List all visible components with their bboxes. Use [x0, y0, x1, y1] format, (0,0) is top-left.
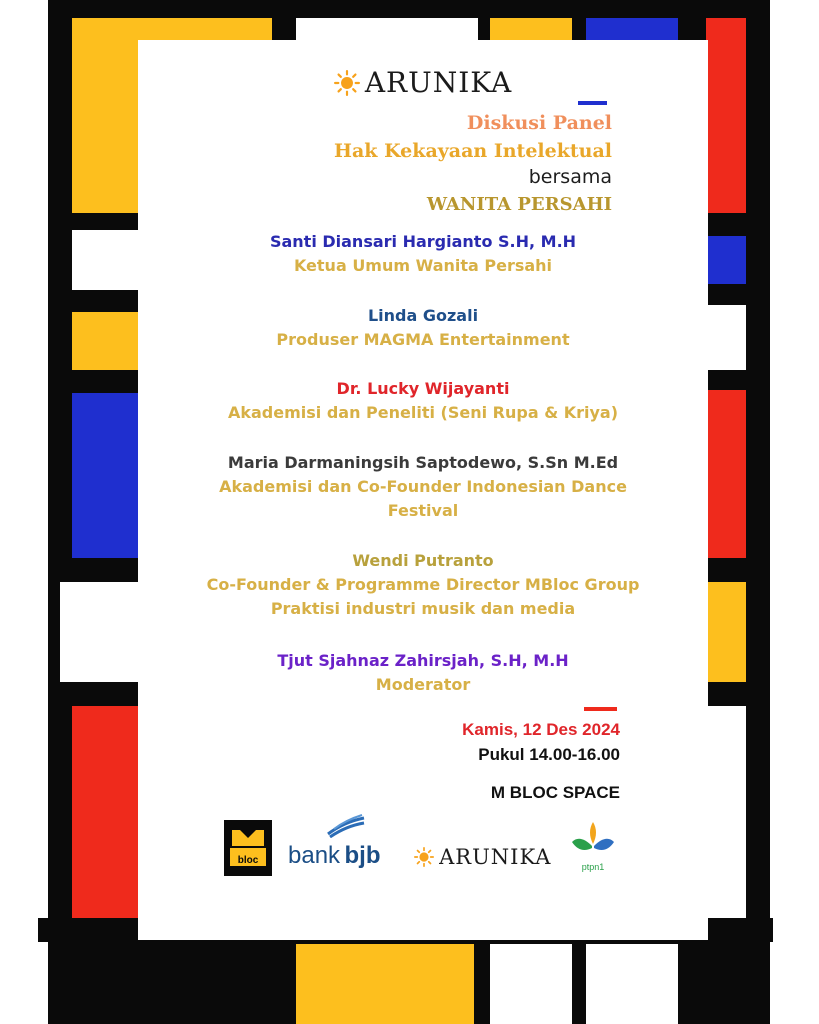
mbloc-label: bloc: [237, 855, 259, 866]
arunika-sponsor-name: ARUNIKA: [439, 845, 552, 869]
ptpn-label: ptpn1: [581, 862, 605, 872]
bank-bjb-logo: [288, 814, 403, 878]
red-accent-bar: [584, 707, 617, 711]
brand-header: [138, 66, 708, 102]
schedule-block: [462, 717, 620, 805]
event-date: Kamis, 12 Des 2024: [462, 720, 620, 739]
title-bersama: bersama: [528, 166, 612, 188]
title-diskusi: Diskusi Panel: [466, 112, 612, 134]
brand-name: ARUNIKA: [364, 66, 513, 99]
white-block-left-1: [72, 230, 138, 290]
bjb-bank-text: bank: [288, 842, 341, 869]
speaker-name: Maria Darmaningsih Saptodewo, S.Sn M.Ed: [227, 453, 619, 472]
title-hki: Hak Kekayaan Intelektual: [334, 140, 612, 162]
bjb-name-text: bjb: [344, 842, 381, 869]
speaker-role: Akademisi dan Co-Founder Indonesian Dance: [219, 477, 627, 496]
speaker-5: [138, 549, 708, 621]
white-block-right-bottom: [708, 706, 746, 918]
speaker-role: Co-Founder & Programme Director MBloc Group: [206, 575, 640, 594]
sun-icon: [334, 70, 360, 96]
speaker-role: Moderator: [375, 675, 471, 694]
yellow-block-right: [708, 582, 746, 682]
bjb-wordmark: [288, 842, 381, 870]
mbloc-logo-plate: [230, 848, 266, 866]
yellow-block-bottom: [296, 944, 474, 1024]
speaker-name: Wendi Putranto: [352, 551, 494, 570]
mbloc-logo: [224, 820, 272, 876]
speaker-6: [138, 649, 708, 697]
blue-block-top: [586, 18, 678, 40]
speaker-role: Akademisi dan Peneliti (Seni Rupa & Kriya): [227, 403, 619, 422]
white-block-left-3: [60, 582, 138, 682]
speaker-1: [138, 230, 708, 278]
speaker-name: Dr. Lucky Wijayanti: [336, 379, 510, 398]
speaker-3: [138, 377, 708, 425]
event-time: Pukul 14.00-16.00: [478, 745, 620, 764]
ptpn-logo: [568, 818, 618, 878]
bjb-swoosh-icon: [326, 814, 366, 838]
arunika-sponsor-logo: [414, 845, 551, 869]
white-block-top: [296, 18, 478, 40]
speaker-2: [138, 304, 708, 352]
white-block-right-1: [708, 305, 746, 370]
ptpn-leaf-icon: [568, 818, 618, 862]
speaker-name: Santi Diansari Hargianto S.H, M.H: [269, 232, 577, 251]
event-venue: M BLOC SPACE: [490, 783, 620, 802]
speaker-role: Ketua Umum Wanita Persahi: [293, 256, 553, 275]
mbloc-m-icon: [230, 826, 266, 848]
mbloc-logo-mark: [230, 826, 266, 848]
red-block-top-right: [706, 18, 746, 213]
sun-icon: [414, 847, 434, 867]
event-title: [334, 110, 612, 218]
speaker-role: Produser MAGMA Entertainment: [276, 330, 570, 349]
red-block-left-bottom: [72, 706, 138, 918]
speaker-name: Tjut Sjahnaz Zahirsjah, S.H, M.H: [277, 651, 569, 670]
yellow-block-left-2: [72, 312, 138, 370]
blue-block-left: [72, 393, 138, 558]
invitation-card: [138, 40, 708, 940]
speaker-name: Linda Gozali: [367, 306, 479, 325]
blue-block-right: [708, 236, 746, 284]
speaker-role: Praktisi industri musik dan media: [270, 599, 576, 618]
speaker-4: [138, 451, 708, 523]
white-block-bottom-2: [586, 944, 678, 1024]
yellow-block-top-mid: [490, 18, 572, 40]
blue-accent-bar: [578, 101, 607, 105]
red-block-right-mid: [708, 390, 746, 558]
white-block-bottom-1: [490, 944, 572, 1024]
speaker-role: Festival: [387, 501, 459, 520]
title-wanita-persahi: WANITA PERSAHI: [426, 194, 612, 215]
